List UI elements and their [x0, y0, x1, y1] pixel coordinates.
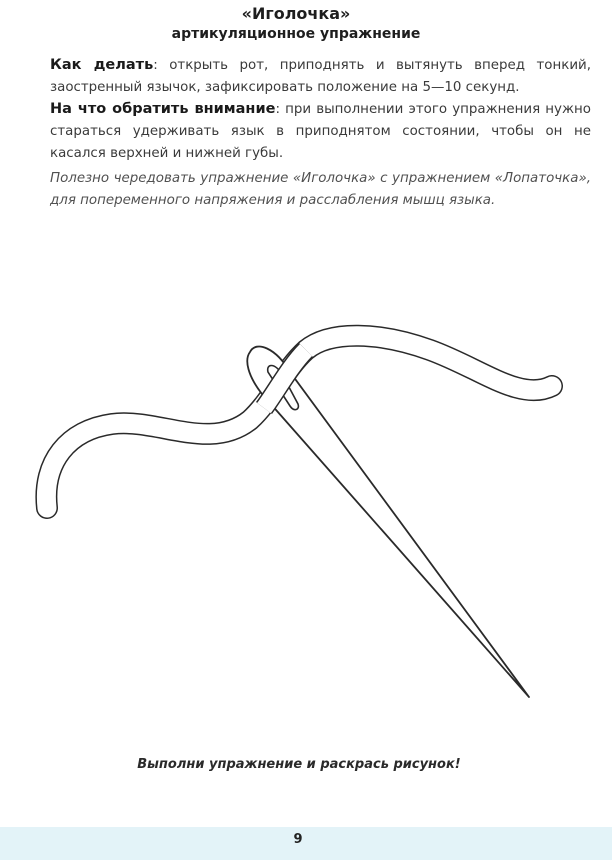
- exercise-title: «Иголочка»: [241, 4, 351, 23]
- tip-paragraph: Полезно чередовать упражнение «Иголочка» с упражнением «Лопаточка», для попеременного напряжения и расслабления мышц языка.: [50, 171, 591, 208]
- attention-label: На что обратить внимание: [50, 101, 276, 117]
- exercise-subtitle: артикуляционное упражнение: [171, 26, 421, 42]
- coloring-caption: Выполни упражнение и раскрась рисунок!: [137, 757, 461, 772]
- how-to-label: Как делать: [50, 57, 154, 73]
- how-to-paragraph: [28, 54, 591, 99]
- attention-text: : при выполнении этого упражнения нужно стараться удерживать язык в приподнятом состоянии, чтобы он не касался верхней и нижней губы.: [50, 102, 591, 161]
- attention-paragraph: [28, 98, 591, 165]
- needle-with-thread-icon: [0, 300, 612, 720]
- page-number: 9: [293, 832, 303, 847]
- how-to-text: : открыть рот, приподнять и вытянуть вперед тонкий, заостренный язычок, зафиксировать положение на 5—10 секунд.: [50, 58, 591, 95]
